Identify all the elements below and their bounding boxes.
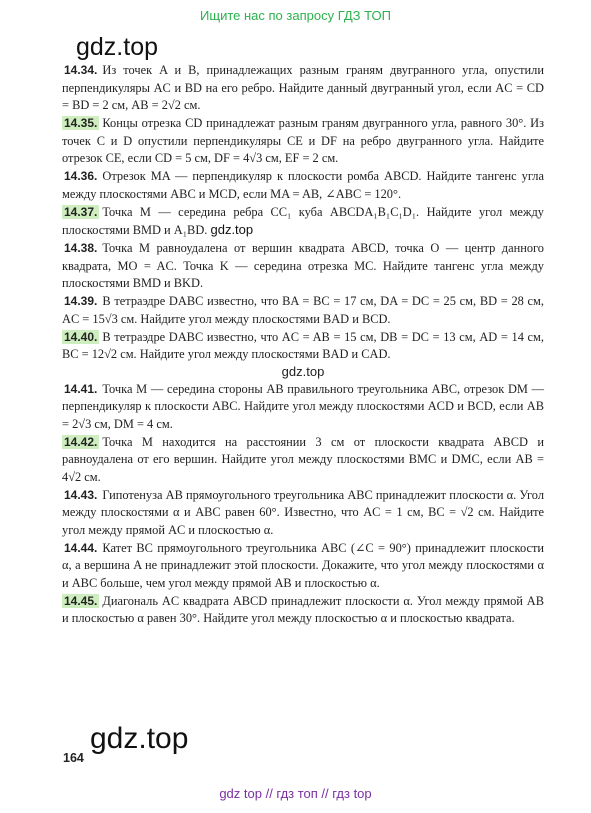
- problem-text: В тетраэдре DABC известно, что AC = AB = 15 см, DB = DC = 13 см, AD = 14 см, BC = 12√2 см. Найдите угол между плоскостями BAD и CAD.: [62, 329, 544, 361]
- problem-text: В тетраэдре DABC известно, что BA = BC = 17 см, DA = DC = 25 см, BD = 28 см, AC = 15√3 см. Найдите угол между плоскостями BAD и BCD.: [62, 294, 544, 326]
- problem-14-35: [62, 115, 544, 168]
- problem-text: Из точек A и B, принадлежащих разным граням двугранного угла, опустили перпендикуляры AC и BD на его ребро. Найдите данный двугранный угол, если AC = CD = BD = 2 см, AB = 2√2 см.: [62, 63, 544, 112]
- problem-14-34: [62, 62, 544, 115]
- problem-number: 14.45.: [64, 593, 98, 608]
- header-banner: Ищите нас по запросу ГДЗ ТОП: [200, 8, 391, 23]
- problem-14-43: [62, 487, 544, 540]
- problem-list: [62, 62, 544, 628]
- watermark-bottom: gdz.top: [90, 722, 189, 755]
- problem-number: 14.35.: [64, 116, 98, 130]
- problem-14-45: [62, 593, 544, 628]
- problem-14-36: [62, 168, 544, 203]
- problem-number: 14.41.: [64, 381, 98, 396]
- watermark-mid-row: [62, 364, 544, 380]
- problem-number: 14.42.: [64, 434, 98, 449]
- problem-14-39: [62, 293, 544, 328]
- problem-text: Отрезок MA — перпендикуляр к плоскости ромба ABCD. Найдите тангенс угла между плоскостями ABC и MCD, если MA = AB, ∠ABC = 120°.: [62, 169, 544, 201]
- problem-number: 14.43.: [64, 487, 98, 502]
- problem-text: Диагональ AC квадрата ABCD принадлежит плоскости α. Угол между прямой AB и плоскостью α равен 30°. Найдите угол между плоскостью α и плоскостью квадрата.: [62, 593, 544, 625]
- watermark-inline: gdz.top: [281, 364, 325, 379]
- footer-banner: gdz top // гдз топ // гдз top: [219, 786, 372, 801]
- problem-number: 14.40.: [64, 329, 98, 344]
- problem-number: 14.37.: [64, 204, 98, 219]
- watermark-inline: gdz.top: [210, 222, 254, 237]
- problem-number: 14.38.: [64, 241, 98, 255]
- problem-text: Точка M находится на расстоянии 3 см от плоскости квадрата ABCD и равноудалена от его вершин. Найдите угол между плоскостями BMC и DMC, если AB = 4√2 см.: [62, 434, 544, 484]
- problem-14-44: [62, 540, 544, 593]
- problem-text: Катет BC прямоугольного треугольника ABC (∠C = 90°) принадлежит плоскости α, а вершина A не принадлежит этой плоскости. Докажите, что угол между плоскостями α и ABC больше, чем угол между прямой AB и плоскостью α.: [62, 540, 544, 590]
- problem-text: Точка M равноудалена от вершин квадрата ABCD, точка O — центр данного квадрата, MO = AC. Точка K — середина отрезка MC. Найдите тангенс угла между плоскостями BMD и BKD.: [62, 241, 544, 290]
- problem-number: 14.34.: [64, 63, 98, 77]
- problem-text: Концы отрезка CD принадлежат разным граням двугранного угла, равного 30°. Из точек C и D опустили перпендикуляры CE и DF на ребро двугранного угла. Найдите отрезок CE, если CD = 5 см, DF = 4√3 см, EF = 2 см.: [62, 116, 544, 165]
- problem-14-37: [62, 204, 544, 240]
- problem-text: Точка M — середина ребра CC₁ куба ABCDA₁B₁C₁D₁. Найдите угол между плоскостями BMD и A₁BD.: [62, 204, 544, 237]
- problem-14-42: [62, 434, 544, 487]
- problem-14-38: [62, 240, 544, 293]
- problem-14-40: [62, 329, 544, 364]
- problem-number: 14.44.: [64, 540, 98, 555]
- problem-text: Гипотенуза AB прямоугольного треугольника ABC принадлежит плоскости α. Угол между плоскостями α и ABC равен 60°. Известно, что AC = 1 см, BC = √2 см. Найдите угол между прямой AC и плоскостью α.: [62, 487, 544, 537]
- problem-14-41: [62, 381, 544, 434]
- page-number: 164: [63, 751, 84, 765]
- problem-number: 14.39.: [64, 294, 98, 308]
- problem-text: Точка M — середина стороны AB правильного треугольника ABC, отрезок DM — перпендикуляр к плоскости ABC. Найдите угол между плоскостями ACD и BCD, если AB = 2√3 см, DM = 4 см.: [62, 381, 544, 431]
- problem-number: 14.36.: [64, 169, 98, 183]
- watermark-top: gdz.top: [76, 33, 159, 61]
